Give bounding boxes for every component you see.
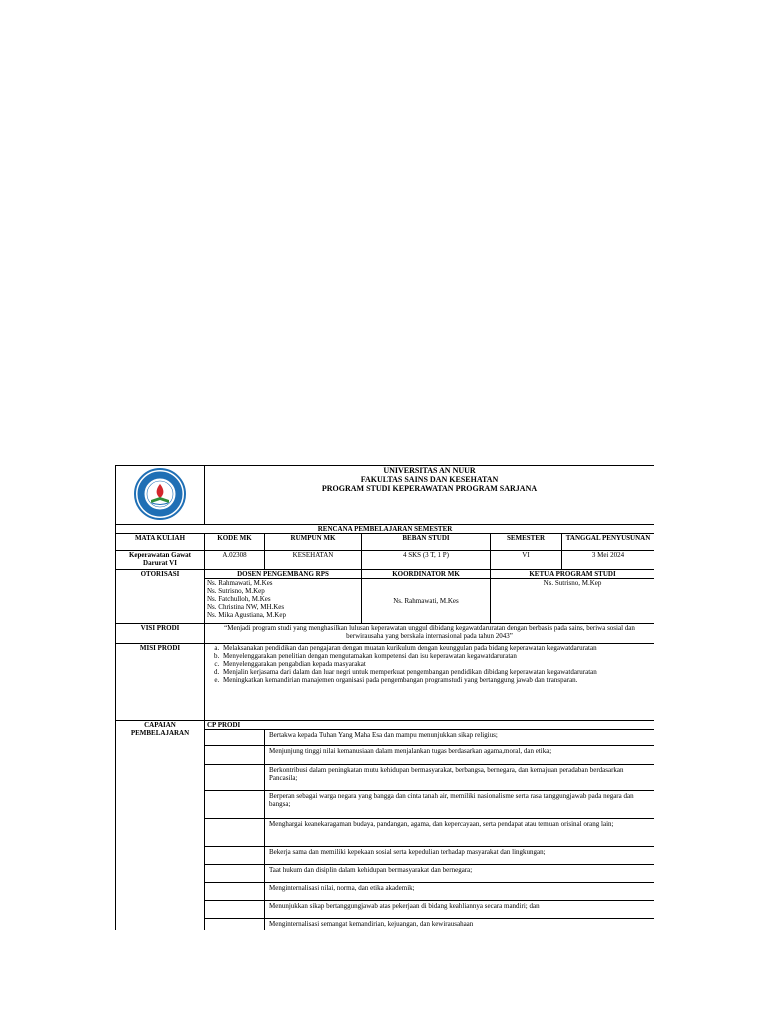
beban-studi-value: 4 SKS (3 T, 1 P): [362, 551, 491, 570]
cp-item: Menginternalisasi semangat kemandirian, kejuangan, dan kewirausahaan: [265, 919, 655, 931]
cp-item: Bekerja sama dan memiliki kepekaan sosial serta kepedulian terhadap masyarakat dan lingkungan;: [265, 847, 655, 865]
rumpun-mk-value: KESEHATAN: [265, 551, 362, 570]
visi-text: “Menjadi program studi yang menghasilkan lulusan keperawatan unggul dibidang kegawatdaruratan dengan berbasis pada sains, beriwa sosial dan berwirausaha yang berskala internasional pada tahun 2043”: [205, 624, 655, 644]
misi-content: [205, 644, 655, 721]
header-title-cell: [205, 466, 655, 525]
cp-code-cell: [205, 730, 265, 746]
cp-item: Berkontribusi dalam peningkatan mutu kehidupan bermasyarakat, berbangsa, bernegara, dan kemajuan peradaban berdasarkan Pancasila;: [265, 765, 655, 791]
visi-label: VISI PRODI: [116, 624, 205, 644]
faculty-name: FAKULTAS SAINS DAN KESEHATAN: [360, 475, 499, 484]
university-name: UNIVERSITAS AN NUUR: [383, 466, 476, 475]
cp-code-cell: [205, 847, 265, 865]
semester-header: SEMESTER: [491, 534, 562, 551]
rps-table: [115, 465, 654, 930]
university-logo: [130, 467, 190, 521]
ketua-name: Ns. Sutrisno, M.Kep: [491, 579, 655, 624]
tanggal-value: 3 Mei 2024: [562, 551, 655, 570]
cp-item: Menghargai keanekaragaman budaya, pandangan, agama, dan kepercayaan, serta pendapat atau temuan orisinal orang lain;: [265, 819, 655, 847]
cp-item: Bertakwa kepada Tuhan Yang Maha Esa dan mampu menunjukkan sikap religius;: [265, 730, 655, 746]
cp-code-cell: [205, 919, 265, 931]
kode-mk-header: KODE MK: [205, 534, 265, 551]
dosen-name: Ns. Sutrisno, M.Kep: [207, 587, 265, 595]
mata-kuliah-value: Keperawatan Gawat Darurat VI: [116, 551, 205, 570]
cp-code-cell: [205, 901, 265, 919]
cp-code-cell: [205, 883, 265, 901]
misi-item: b. Menyelenggarakan penelitian dengan mengutamakan kompetensi dan isu keperawatan kegawatdaruratan: [221, 652, 652, 660]
koordinator-name: Ns. Rahmawati, M.Kes: [362, 579, 491, 624]
tanggal-header: TANGGAL PENYUSUNAN: [562, 534, 655, 551]
cp-item: Menginternalisasi nilai, norma, dan etika akademik;: [265, 883, 655, 901]
rps-document: [115, 465, 654, 930]
misi-item: e. Meningkatkan kemandirian manajemen organisasi pada pengembangan programstudi yang bertanggung jawab dan transparan.: [221, 676, 652, 684]
cp-code-cell: [205, 865, 265, 883]
dosen-list: [205, 579, 362, 624]
misi-item: c. Menyelenggarakan pengabdian kepada masyarakat: [221, 660, 652, 668]
cp-item: Menjunjung tinggi nilai kemanusiaan dalam menjalankan tugas berdasarkan agama,moral, dan etika;: [265, 746, 655, 765]
cp-label: CAPAIAN PEMBELAJARAN: [116, 721, 205, 931]
program-name: PROGRAM STUDI KEPERAWATAN PROGRAM SARJANA: [321, 484, 538, 493]
rps-title: RENCANA PEMBELAJARAN SEMESTER: [116, 525, 655, 534]
rumpun-mk-header: RUMPUN MK: [265, 534, 362, 551]
mata-kuliah-header: MATA KULIAH: [116, 534, 205, 551]
misi-label: MISI PRODI: [116, 644, 205, 721]
cp-code-cell: [205, 765, 265, 791]
logo-cell: [116, 466, 205, 525]
misi-item: d. Menjalin kerjasama dari dalam dan luar negri untuk memperkuat pengembangan pendidikan dibidang keperawatan kegawatdaruratan: [221, 668, 652, 676]
cp-item: Menunjukkan sikap bertanggungjawab atas pekerjaan di bidang keahliannya secara mandiri; dan: [265, 901, 655, 919]
otorisasi-label: OTORISASI: [116, 570, 205, 624]
dosen-name: Ns. Fatchulloh, M.Kes: [207, 595, 271, 603]
ketua-header: KETUA PROGRAM STUDI: [491, 570, 655, 579]
cp-item: Taat hukum dan disiplin dalam kehidupan bermasyarakat dan bernegara;: [265, 865, 655, 883]
cp-code-cell: [205, 746, 265, 765]
semester-value: VI: [491, 551, 562, 570]
cp-code-cell: [205, 819, 265, 847]
dosen-header: DOSEN PENGEMBANG RPS: [205, 570, 362, 579]
misi-item: a. Melaksanakan pendidikan dan pengajaran dengan muatan kurikulum dengan keunggulan pada bidang keperawatan kegawatdaruratan: [221, 644, 652, 652]
misi-list: [207, 644, 652, 684]
cp-code-cell: [205, 791, 265, 819]
beban-studi-header: BEBAN STUDI: [362, 534, 491, 551]
kode-mk-value: A.02308: [205, 551, 265, 570]
dosen-name: Ns. Christina NW, MH.Kes: [207, 603, 285, 611]
dosen-name: Ns. Mika Agustiana, M.Kep: [207, 611, 286, 619]
koordinator-header: KOORDINATOR MK: [362, 570, 491, 579]
cp-item: Berperan sebagai warga negara yang bangga dan cinta tanah air, memiliki nasionalisme serta rasa tanggungjawab pada negara dan bangsa;: [265, 791, 655, 819]
dosen-name: Ns. Rahmawati, M.Kes: [207, 579, 273, 587]
cp-prodi-header: CP PRODI: [205, 721, 655, 730]
